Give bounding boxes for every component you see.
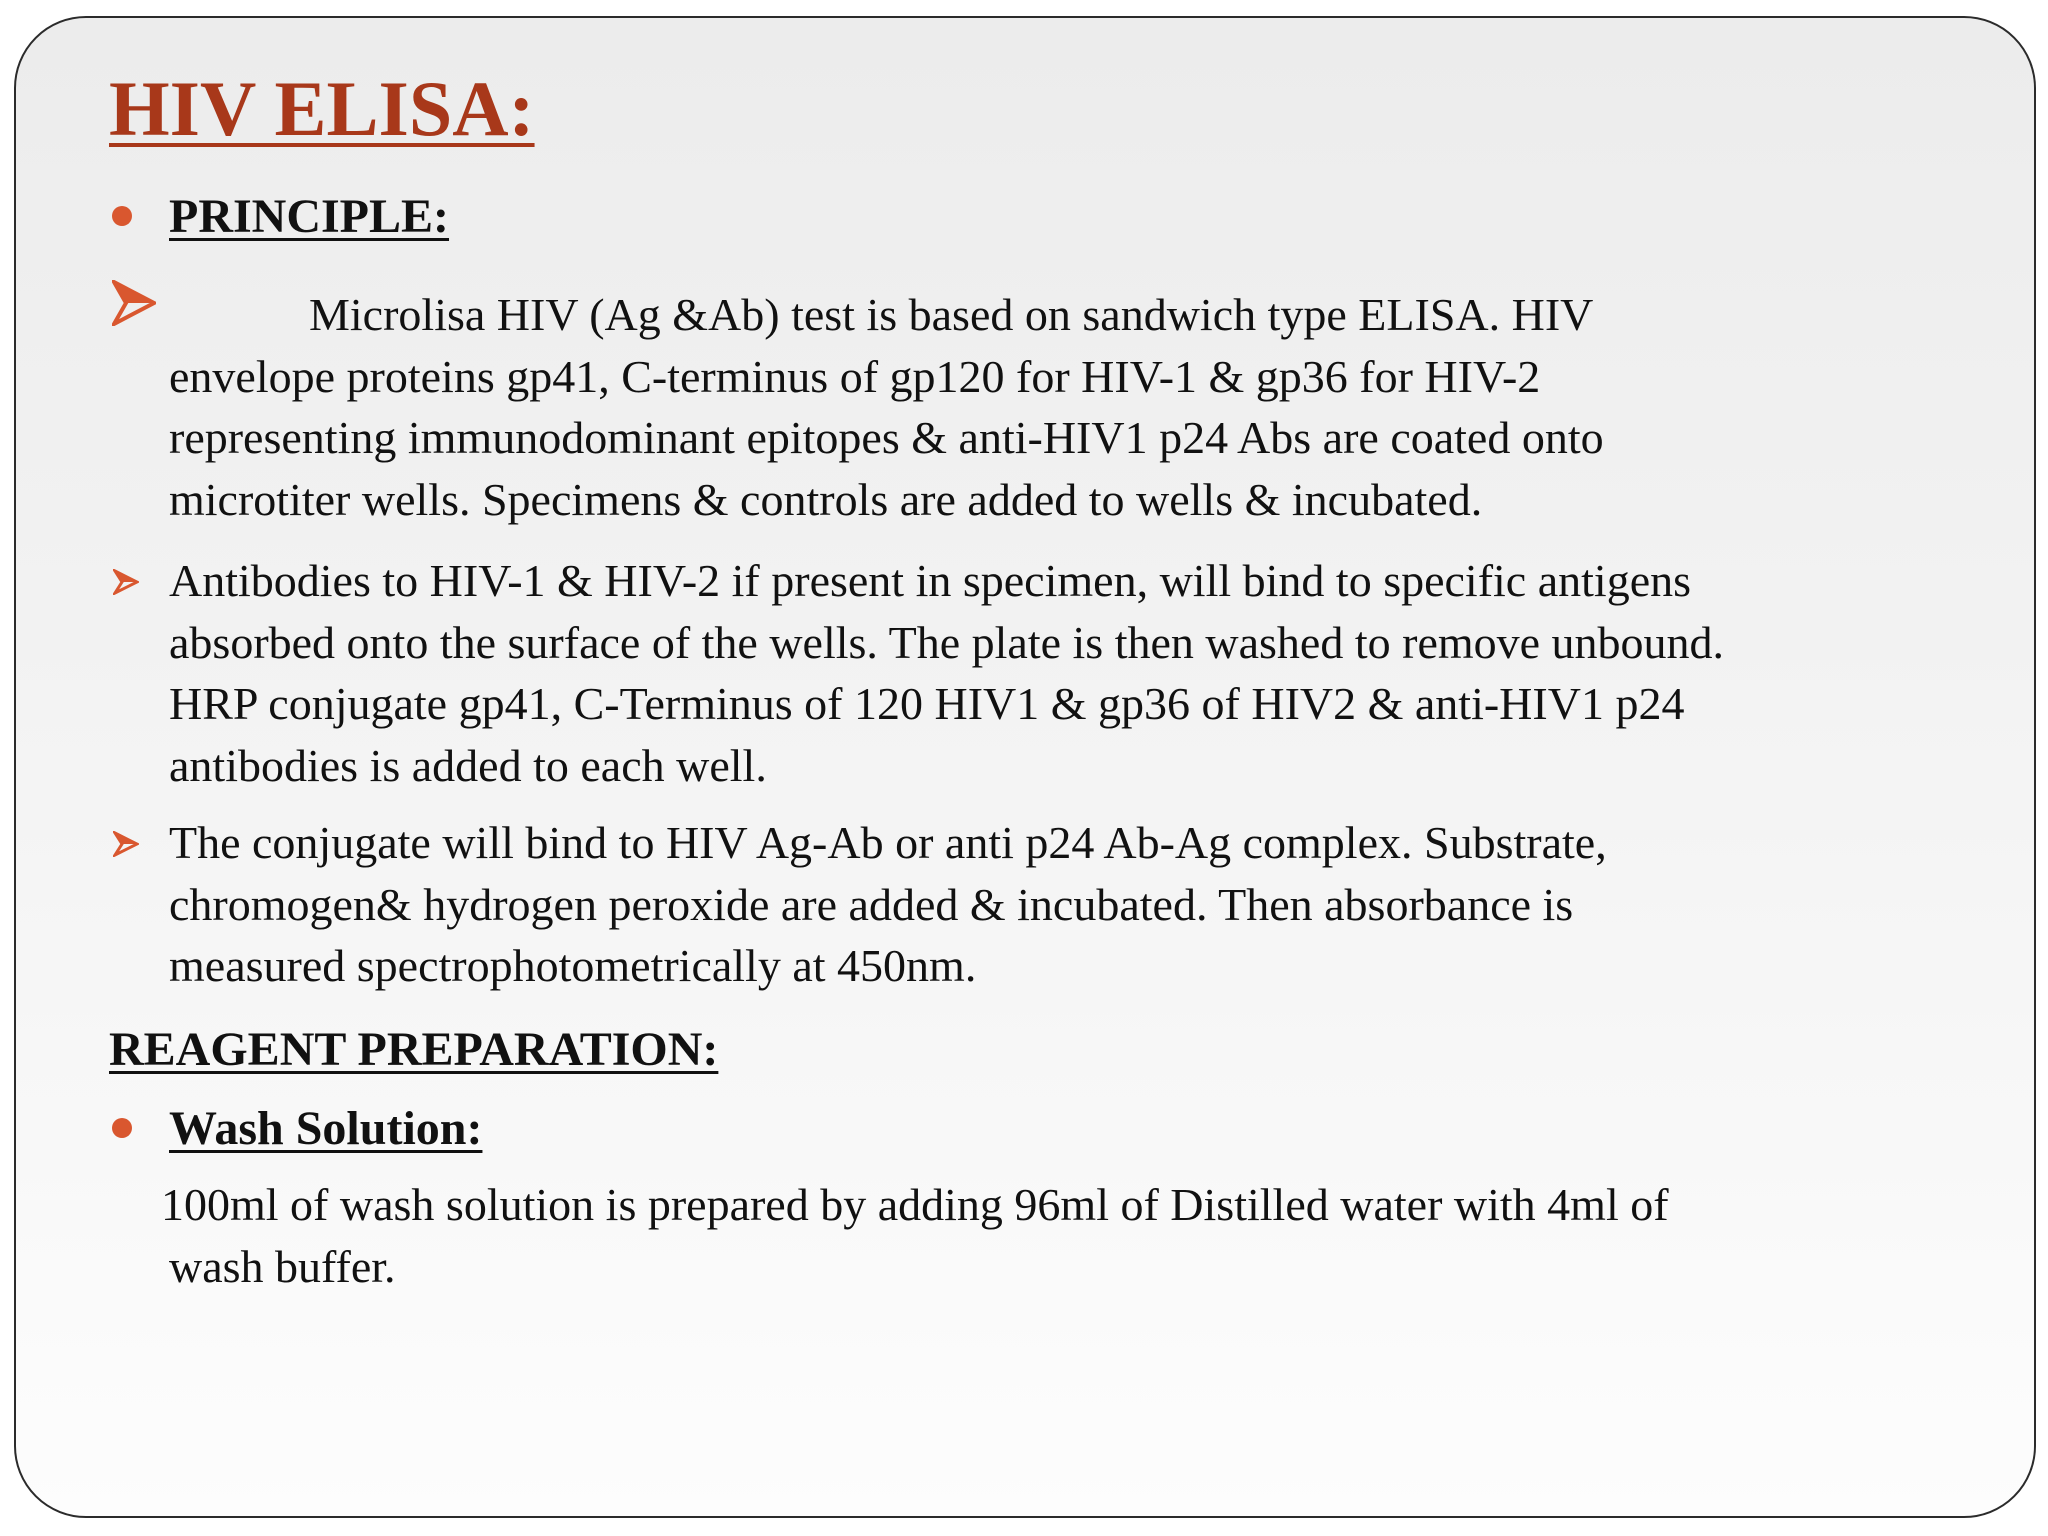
reagent-preparation-heading: REAGENT PREPARATION: xyxy=(109,1023,719,1076)
text-line: Microlisa HIV (Ag &Ab) test is based on sandwich type ELISA. HIV xyxy=(309,289,1594,340)
text-line: antibodies is added to each well. xyxy=(169,739,767,791)
text-line: envelope proteins gp41, C-terminus of gp120 for HIV-1 & gp36 for HIV-2 xyxy=(169,350,1541,402)
text-line: absorbed onto the surface of the wells. The plate is then washed to remove unbound. xyxy=(169,616,1725,668)
wash-solution-text xyxy=(161,1174,2021,1297)
principle-paragraph-1 xyxy=(169,284,2029,530)
slide-title: HIV ELISA: xyxy=(109,65,535,152)
text-line: HRP conjugate gp41, C-Terminus of 120 HIV1 & gp36 of HIV2 & anti-HIV1 p24 xyxy=(169,678,1685,729)
slide xyxy=(14,16,2036,1518)
text-line: representing immunodominant epitopes & anti-HIV1 p24 Abs are coated onto xyxy=(169,412,1604,463)
text-line: microtiter wells. Specimens & controls are added to wells & incubated. xyxy=(169,473,1483,525)
principle-paragraph-3 xyxy=(169,812,2029,997)
bullet-dot-icon xyxy=(112,206,132,226)
principle-paragraph-2 xyxy=(169,550,2029,796)
text-line: Antibodies to HIV-1 & HIV-2 if present in specimen, will bind to specific antigens xyxy=(169,555,1692,606)
text-line: 100ml of wash solution is prepared by adding 96ml of Distilled water with 4ml of xyxy=(161,1179,1669,1230)
text-line: wash buffer. xyxy=(169,1240,396,1292)
text-line: chromogen& hydrogen peroxide are added & incubated. Then absorbance is xyxy=(169,878,1574,930)
principle-heading: PRINCIPLE: xyxy=(169,190,450,243)
text-line: The conjugate will bind to HIV Ag-Ab or anti p24 Ab-Ag complex. Substrate, xyxy=(169,817,1607,868)
bullet-dot-icon xyxy=(112,1118,132,1138)
text-line: measured spectrophotometrically at 450nm. xyxy=(169,940,977,991)
wash-solution-heading: Wash Solution: xyxy=(169,1102,483,1155)
